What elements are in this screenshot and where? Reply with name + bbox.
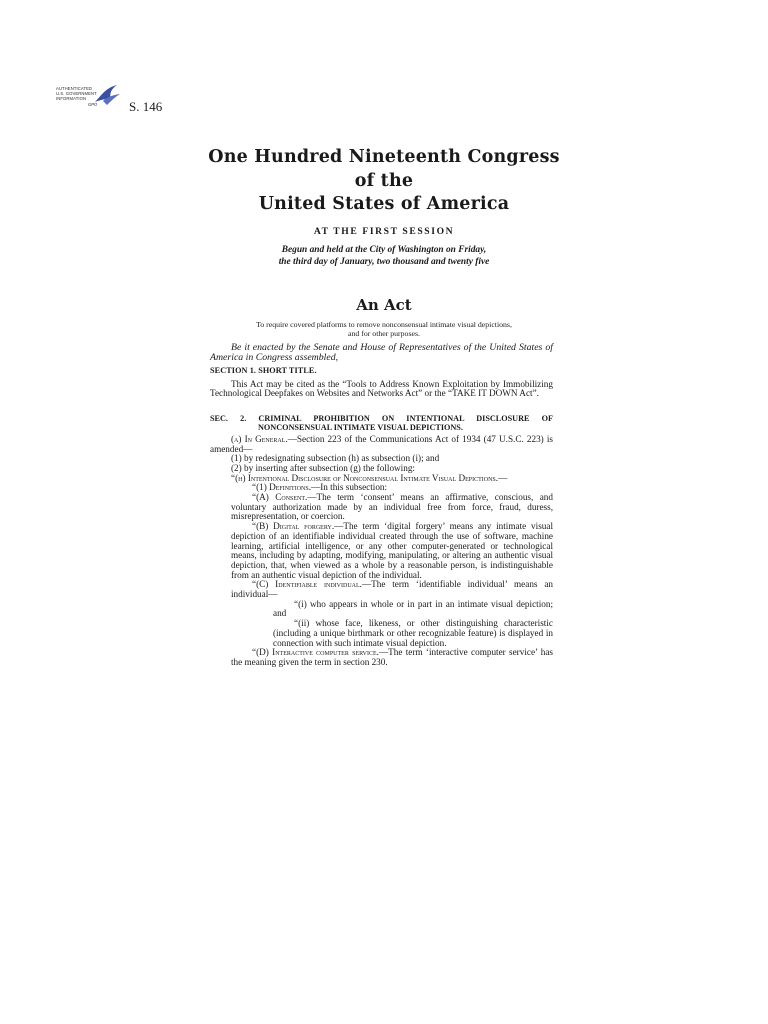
section-2-heading: SEC. 2. CRIMINAL PROHIBITION ON INTENTIONAL DISCLOSURE OF NONCONSENSUAL INTIMATE VISUAL DEPICTIONS.	[210, 414, 553, 433]
congress-heading-line: of the	[354, 170, 414, 191]
gpo-mark: GPO	[88, 102, 98, 107]
section-1-heading: SECTION 1. SHORT TITLE.	[210, 366, 317, 375]
clause-i: “(i) who appears in whole or in part in an intimate visual depiction; and	[273, 598, 553, 619]
bill-number: S. 146	[129, 99, 163, 114]
clause-ii: “(ii) whose face, likeness, or other distinguishing characteristic (including a unique birthmark or other recognizable feature) is displayed in connection with such intimate visual depiction.	[273, 618, 553, 648]
purpose-line: and for other purposes.	[348, 329, 420, 339]
purpose-line: To require covered platforms to remove nonconsensual intimate visual depictions,	[256, 320, 512, 329]
definition-digital-forgery	[210, 522, 553, 580]
act-purpose	[0, 320, 768, 339]
digital-forgery-label: “(B) Digital forgery.	[252, 521, 335, 532]
identifiable-individual-text: —The term ‘identifiable individual’ means an individual—	[231, 579, 553, 600]
identifiable-individual-label: “(C) Identifiable individual.	[252, 579, 362, 590]
seal-caption-line: AUTHENTICATED	[56, 86, 93, 91]
congress-heading-line: One Hundred Nineteenth Congress	[208, 147, 560, 167]
definition-identifiable-individual	[210, 580, 553, 599]
paragraph-a1: (1) by redesignating subsection (h) as subsection (i); and	[231, 453, 440, 464]
congress-heading	[0, 146, 768, 217]
begun-line: the third day of January, two thousand and twenty five	[278, 257, 490, 267]
session-heading: AT THE FIRST SESSION	[313, 226, 455, 237]
definition-interactive-computer-service	[210, 648, 553, 667]
consent-text: —The term ‘consent’ means an affirmative, conscious, and voluntary authorization made by an individual free from force, fraud, duress, misrepresentation, or coercion.	[231, 492, 553, 522]
subsection-a	[210, 435, 553, 454]
interactive-computer-service-label: “(D) Interactive computer service.	[252, 647, 379, 658]
subsection-h-dash: —	[498, 472, 508, 483]
subsection-a-text: —Section 223 of the Communications Act of 1934 (47 U.S.C. 223) is amended—	[210, 433, 553, 454]
begun-statement	[0, 244, 768, 268]
seal-caption-line: INFORMATION	[56, 96, 87, 101]
subsection-h-label: “(h) Intentional Disclosure of Nonconsensual Intimate Visual Depictions.	[231, 472, 499, 483]
section-2	[210, 414, 553, 668]
subsection-a-label: (a) In General.	[231, 433, 288, 444]
seal-caption-line: U.S. GOVERNMENT	[56, 91, 97, 96]
enacting-clause	[210, 343, 553, 364]
consent-label: “(A) Consent.	[252, 492, 308, 503]
gpo-authentication-seal	[56, 84, 124, 120]
section-1	[210, 366, 553, 399]
begun-line: Begun and held at the City of Washington on Friday,	[281, 245, 487, 255]
congress-heading-line: United States of America	[258, 194, 510, 214]
definitions-text: —In this subsection:	[311, 482, 388, 493]
paragraph-a2: (2) by inserting after subsection (g) the following:	[231, 462, 415, 473]
section-1-text: This Act may be cited as the “Tools to Address Known Exploitation by Immobilizing Technological Deepfakes on Websites and Networks Act” or the “TAKE IT DOWN Act”.	[210, 378, 553, 399]
definitions-label: “(1) Definitions.	[252, 482, 312, 493]
eagle-seal-icon	[93, 82, 123, 108]
digital-forgery-text: —The term ‘digital forgery’ means any intimate visual depiction of an identifiable individual created through the use of software, machine learning, artificial intelligence, or any other computer-generated or technological means, including by adapting, modifying, manipulating, or altering an authentic visual depiction, that, when viewed as a whole by a reasonable person, is indistinguishable from an authentic visual depiction of the individual.	[231, 521, 553, 580]
act-heading: An Act	[356, 296, 412, 314]
enacting-clause-text: Be it enacted by the Senate and House of Representatives of the United States of America in Congress assembled,	[210, 342, 553, 364]
interactive-computer-service-text: —The term ‘interactive computer service’ has the meaning given the term in section 230.	[231, 647, 553, 667]
definition-consent	[210, 493, 553, 522]
